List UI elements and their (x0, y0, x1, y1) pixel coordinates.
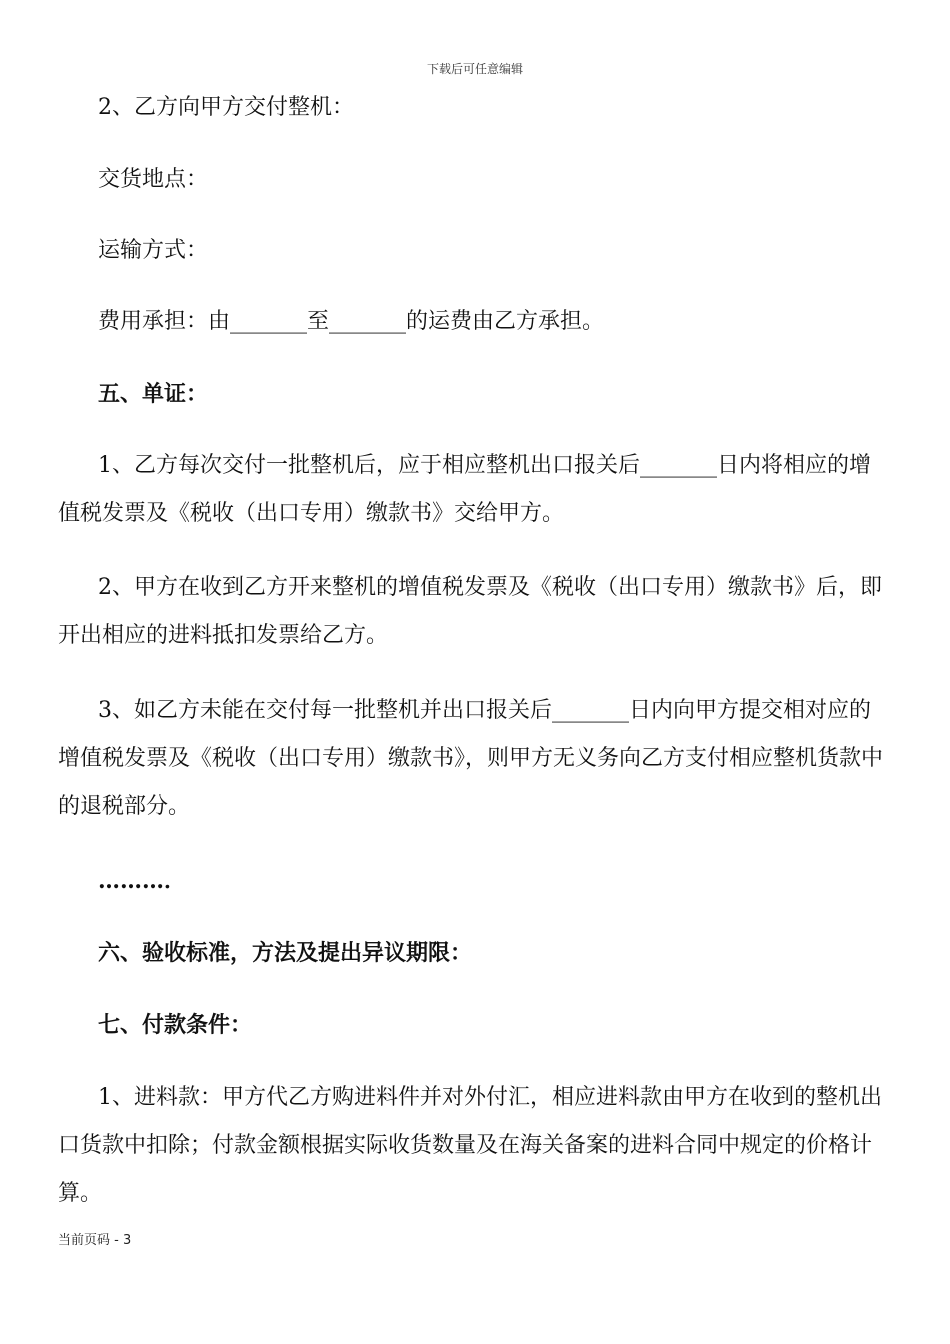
document-clause-3: 3、如乙方未能在交付每一批整机并出口报关后_______日内向甲方提交相对应的增值税发票及《税收（出口专用）缴款书》，则甲方无义务向乙方支付相应整机货款中的退税部分。 (58, 698, 884, 819)
page-footer: 当前页码 - 3 (58, 1233, 132, 1248)
transport-method: 运输方式： (98, 238, 209, 263)
section-five-title: 五、单证： (98, 381, 209, 407)
delivery-heading: 2、乙方向甲方交付整机： (98, 95, 354, 120)
document-clause-2: 2、甲方在收到乙方开来整机的增值税发票及《税收（出口专用）缴款书》后，即开出相应的进料抵扣发票给乙方。 (58, 575, 882, 648)
document-clause-1: 1、乙方每次交付一批整机后，应于相应整机出口报关后_______日内将相应的增值税发票及《税收（出口专用）缴款书》交给甲方。 (58, 453, 871, 526)
delivery-location: 交货地点： (98, 167, 209, 192)
section-six-title: 六、验收标准，方法及提出异议期限： (98, 940, 473, 966)
ellipsis: ………． (98, 868, 187, 894)
cost-bearing: 费用承担：由_______至_______的运费由乙方承担。 (98, 309, 605, 334)
section-seven-title: 七、付款条件： (98, 1012, 253, 1038)
payment-clause-1: 1、进料款：甲方代乙方购进料件并对外付汇，相应进料款由甲方在收到的整机出口货款中扣除；付款金额根据实际收货数量及在海关备案的进料合同中规定的价格计算。 (58, 1085, 882, 1206)
page-header: 下载后可任意编辑 (426, 62, 523, 76)
